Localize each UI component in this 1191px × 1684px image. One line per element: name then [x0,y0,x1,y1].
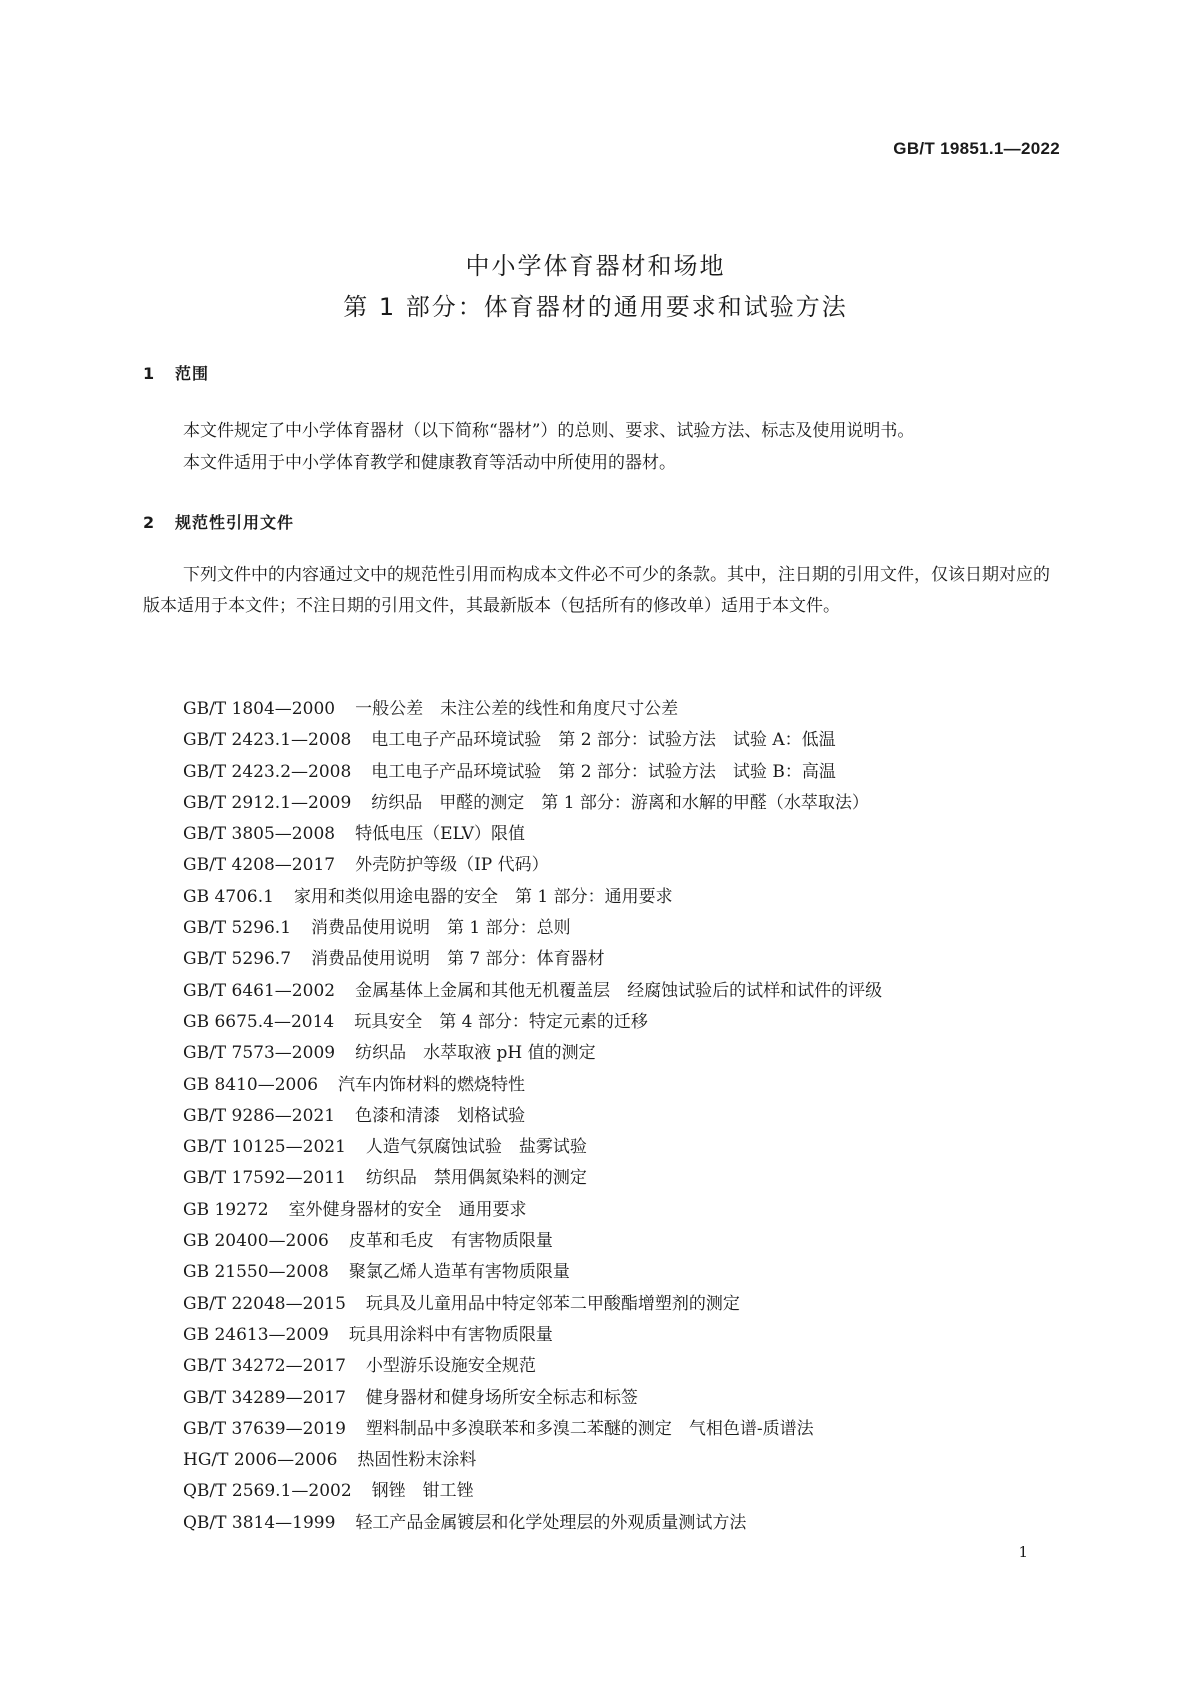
reference-title: 轻工产品金属镀层和化学处理层的外观质量测试方法 [355,1512,747,1533]
reference-title: 纺织品 禁用偶氮染料的测定 [365,1168,587,1189]
section-1-title: 范围 [175,364,210,383]
reference-code: GB 6675.4—2014 [183,1011,335,1032]
reference-item [183,1257,882,1288]
reference-title: 钢锉 钳工锉 [371,1481,474,1502]
reference-code: QB/T 2569.1—2002 [183,1481,352,1502]
reference-code: GB 21550—2008 [183,1262,329,1283]
reference-code: GB/T 5296.7 [183,949,292,970]
reference-item [183,1383,882,1414]
reference-title: 人造气氛腐蚀试验 盐雾试验 [365,1137,587,1158]
reference-title: 热固性粉末涂料 [357,1450,477,1471]
reference-item [183,788,882,819]
reference-title: 玩具安全 第 4 部分：特定元素的迁移 [354,1011,648,1032]
reference-code: GB/T 5296.1 [183,918,292,939]
reference-item [183,694,882,725]
reference-title: 外壳防护等级（IP 代码） [355,855,549,876]
reference-title: 金属基体上金属和其他无机覆盖层 经腐蚀试验后的试样和试件的评级 [355,980,883,1001]
section-1-number: 1 [143,364,156,383]
reference-title: 消费品使用说明 第 7 部分：体育器材 [311,949,605,970]
reference-item [183,1226,882,1257]
reference-title: 特低电压（ELV）限值 [355,824,526,845]
reference-code: GB/T 9286—2021 [183,1105,336,1126]
reference-code: GB/T 10125—2021 [183,1137,346,1158]
reference-title: 玩具及儿童用品中特定邻苯二甲酸酯增塑剂的测定 [365,1293,740,1314]
document-title-line1: 中小学体育器材和场地 [465,252,726,280]
reference-code: GB/T 2912.1—2009 [183,792,352,813]
reference-title: 纺织品 水萃取液 pH 值的测定 [355,1043,596,1064]
reference-title: 纺织品 甲醛的测定 第 1 部分：游离和水解的甲醛（水萃取法） [371,792,869,813]
reference-item [183,976,882,1007]
reference-item [183,1508,882,1539]
reference-title: 一般公差 未注公差的线性和角度尺寸公差 [355,699,679,719]
reference-item [183,725,882,756]
reference-code: HG/T 2006—2006 [183,1450,338,1471]
reference-item [183,819,882,850]
reference-title: 电工电子产品环境试验 第 2 部分：试验方法 试验 B：高温 [371,761,836,782]
section-2-title: 规范性引用文件 [175,513,295,532]
reference-title: 消费品使用说明 第 1 部分：总则 [311,918,571,939]
reference-item [183,1163,882,1194]
reference-code: GB 19272 [183,1199,269,1220]
reference-title: 聚氯乙烯人造革有害物质限量 [348,1262,570,1283]
section-2-number: 2 [143,513,156,532]
scope-paragraph-2: 本文件适用于中小学体育教学和健康教育等活动中所使用的器材。 [183,453,676,473]
reference-item [183,1101,882,1132]
reference-code: GB 20400—2006 [183,1231,329,1252]
standard-number: GB/T 19851.1—2022 [893,139,1060,158]
reference-code: GB/T 6461—2002 [183,980,336,1001]
reference-item [183,850,882,881]
reference-code: GB/T 37639—2019 [183,1418,346,1439]
reference-title: 室外健身器材的安全 通用要求 [288,1199,527,1220]
reference-item [183,1414,882,1445]
reference-code: GB/T 2423.2—2008 [183,761,352,782]
reference-title: 家用和类似用途电器的安全 第 1 部分：通用要求 [293,886,673,907]
reference-item [183,913,882,944]
reference-code: GB/T 34289—2017 [183,1387,346,1408]
reference-code: GB/T 34272—2017 [183,1356,346,1377]
reference-title: 塑料制品中多溴联苯和多溴二苯醚的测定 气相色谱-质谱法 [365,1418,814,1439]
section-2-heading [143,510,294,533]
reference-item [183,1320,882,1351]
reference-code: GB/T 1804—2000 [183,699,336,719]
reference-title: 玩具用涂料中有害物质限量 [348,1324,553,1345]
document-title-line2: 第 1 部分：体育器材的通用要求和试验方法 [343,293,848,321]
reference-item [183,1351,882,1382]
reference-code: GB 24613—2009 [183,1324,329,1345]
reference-item [183,1445,882,1476]
references-intro: 下列文件中的内容通过文中的规范性引用而构成本文件必不可少的条款。其中，注日期的引用文件，仅该日期对应的版本适用于本文件；不注日期的引用文件，其最新版本（包括所有的修改单）适用于本文件。 [143,565,1050,616]
reference-item [183,1070,882,1101]
reference-title: 皮革和毛皮 有害物质限量 [348,1231,553,1252]
reference-title: 色漆和清漆 划格试验 [355,1105,526,1126]
reference-code: GB/T 22048—2015 [183,1293,346,1314]
reference-title: 电工电子产品环境试验 第 2 部分：试验方法 试验 A：低温 [371,730,836,751]
reference-item [183,1132,882,1163]
reference-item [183,882,882,913]
reference-item [183,1289,882,1320]
reference-title: 健身器材和健身场所安全标志和标签 [365,1387,638,1408]
scope-paragraph-1: 本文件规定了中小学体育器材（以下简称“器材”）的总则、要求、试验方法、标志及使用说明书。 [183,421,915,441]
reference-list [183,694,882,1539]
reference-code: GB/T 3805—2008 [183,824,336,845]
reference-item [183,1007,882,1038]
page-number: 1 [1018,1543,1028,1561]
reference-title: 小型游乐设施安全规范 [365,1356,536,1377]
reference-code: GB/T 2423.1—2008 [183,730,352,751]
reference-item [183,944,882,975]
reference-title: 汽车内饰材料的燃烧特性 [338,1074,526,1095]
reference-item [183,1476,882,1507]
reference-code: QB/T 3814—1999 [183,1512,336,1533]
reference-item [183,1038,882,1069]
reference-code: GB 4706.1 [183,886,274,907]
reference-code: GB 8410—2006 [183,1074,319,1095]
reference-item [183,757,882,788]
reference-code: GB/T 17592—2011 [183,1168,346,1189]
reference-item [183,1195,882,1226]
section-1-heading [143,361,209,384]
reference-code: GB/T 7573—2009 [183,1043,336,1064]
reference-code: GB/T 4208—2017 [183,855,336,876]
